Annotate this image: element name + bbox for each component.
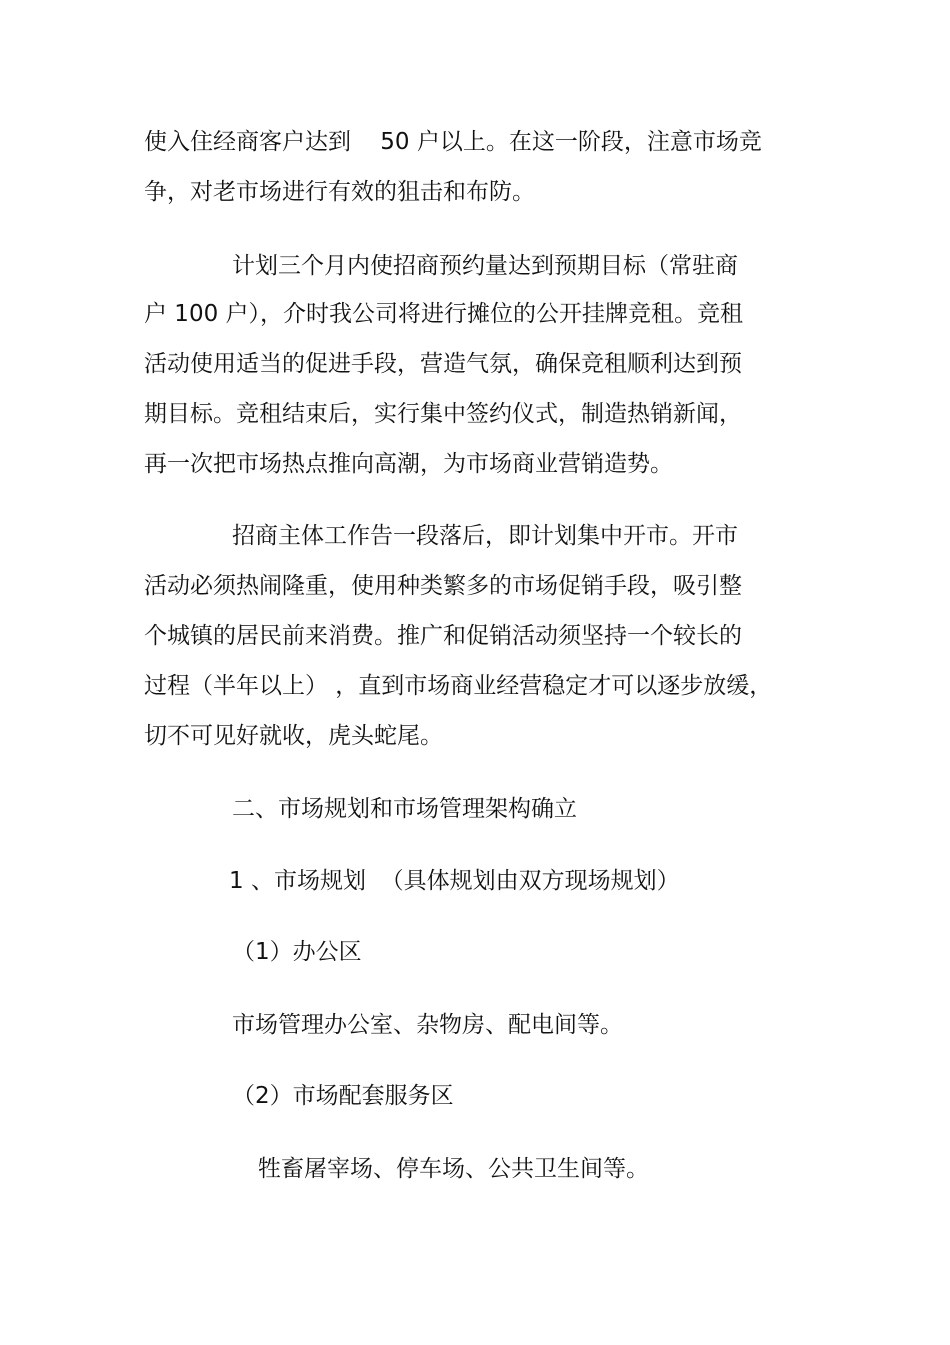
- section-heading: 二、市场规划和市场管理架构确立: [232, 796, 577, 822]
- paragraph-2-line-3: 活动使用适当的促进手段，营造气氛，确保竞租顺利达到预: [144, 351, 742, 377]
- paragraph-1-line-2: 争，对老市场进行有效的狙击和布防。: [144, 179, 535, 205]
- paragraph-3-line-1: 招商主体工作告一段落后，即计划集中开市。开市: [232, 523, 738, 549]
- paragraph-2-line-5: 再一次把市场热点推向高潮，为市场商业营销造势。: [144, 451, 673, 477]
- item-1-heading: （1）办公区: [232, 939, 362, 965]
- item-1-text: 市场管理办公室、杂物房、配电间等。: [232, 1012, 623, 1038]
- paragraph-3-line-4: 过程（半年以上） ，直到市场商业经营稳定才可以逐步放缓，: [144, 673, 773, 699]
- paragraph-3-line-3: 个城镇的居民前来消费。推广和促销活动须坚持一个较长的: [144, 623, 742, 649]
- item-2-heading: （2）市场配套服务区: [232, 1083, 454, 1109]
- paragraph-2-line-4: 期目标。竞租结束后，实行集中签约仪式，制造热销新闻，: [144, 401, 742, 427]
- subsection-heading: 1 、市场规划 （具体规划由双方现场规划）: [229, 868, 680, 894]
- paragraph-2-line-2: 户 100 户），介时我公司将进行摊位的公开挂牌竞租。竞租: [144, 301, 744, 327]
- paragraph-3-line-2: 活动必须热闹隆重，使用种类繁多的市场促销手段，吸引整: [144, 573, 742, 599]
- paragraph-1-line-1: 使入住经商客户达到 50 户以上。在这一阶段，注意市场竞: [144, 129, 762, 155]
- paragraph-3-line-5: 切不可见好就收，虎头蛇尾。: [144, 723, 443, 749]
- item-2-text: 牲畜屠宰场、停车场、公共卫生间等。: [258, 1156, 649, 1182]
- paragraph-2-line-1: 计划三个月内使招商预约量达到预期目标（常驻商: [232, 253, 738, 279]
